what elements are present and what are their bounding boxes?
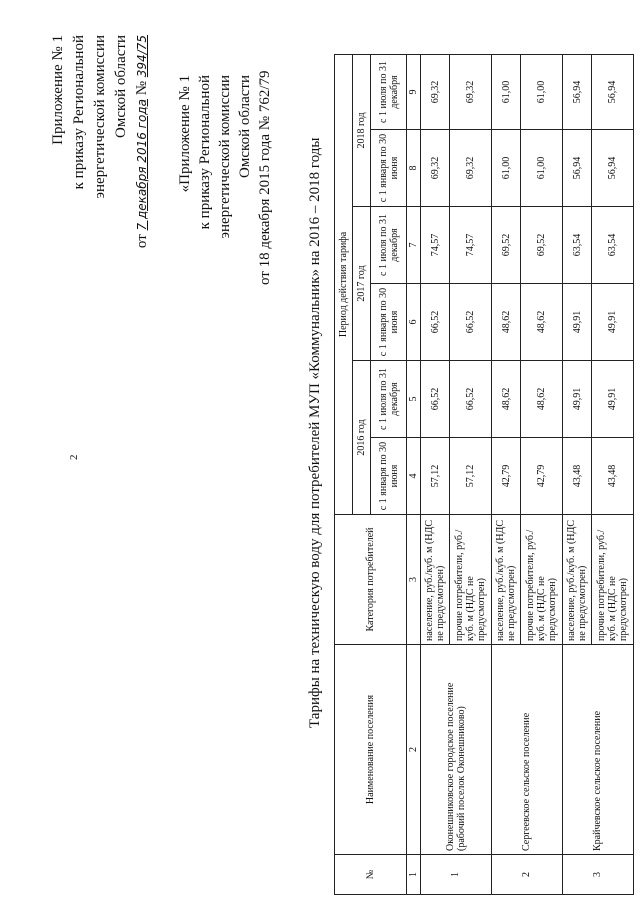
tariff-value: 48,62 bbox=[491, 361, 520, 438]
tariff-table bbox=[334, 54, 634, 895]
header-year-2017: 2017 год bbox=[353, 207, 371, 361]
column-number: 5 bbox=[407, 361, 421, 438]
header-half-1: с 1 января по 30 июня bbox=[371, 130, 407, 207]
tariff-value: 49,91 bbox=[592, 361, 634, 438]
tariff-value: 57,12 bbox=[421, 438, 450, 515]
header-date-line bbox=[132, 35, 153, 275]
header-line: к приказу Региональной bbox=[197, 75, 213, 230]
tariff-value: 69,32 bbox=[450, 54, 492, 129]
header-line: «Приложение № 1 bbox=[177, 75, 193, 193]
consumer-category: прочие потребители, руб./куб. м (НДС не предусмотрен) bbox=[521, 515, 563, 645]
consumer-category: население, руб./куб. м (НДС не предусмотрен) bbox=[562, 515, 591, 645]
tariff-value: 66,52 bbox=[450, 284, 492, 361]
tariff-value: 66,52 bbox=[421, 284, 450, 361]
tariff-value: 74,57 bbox=[450, 207, 492, 284]
tariff-value: 63,54 bbox=[562, 207, 591, 284]
tariff-value: 66,52 bbox=[450, 361, 492, 438]
tariff-value: 48,62 bbox=[521, 361, 563, 438]
tariff-value: 56,94 bbox=[562, 54, 591, 129]
tariff-value: 49,91 bbox=[562, 361, 591, 438]
handwritten-number: 394/75 bbox=[135, 35, 149, 78]
number-prefix: № bbox=[134, 80, 150, 96]
tariff-value: 66,52 bbox=[421, 361, 450, 438]
header-line: энергетической комиссии bbox=[92, 35, 108, 199]
column-number: 7 bbox=[407, 207, 421, 284]
appendix-header-current bbox=[48, 35, 153, 275]
tariff-value: 42,79 bbox=[521, 438, 563, 515]
header-year-2016: 2016 год bbox=[353, 361, 371, 515]
row-number: 3 bbox=[562, 855, 633, 895]
tariff-value: 61,00 bbox=[491, 54, 520, 129]
row-number: 2 bbox=[491, 855, 562, 895]
column-number: 3 bbox=[407, 515, 421, 645]
table-row bbox=[562, 54, 591, 894]
header-line: энергетической комиссии bbox=[217, 75, 233, 239]
tariff-value: 57,12 bbox=[450, 438, 492, 515]
column-number: 8 bbox=[407, 130, 421, 207]
tariff-value: 63,54 bbox=[592, 207, 634, 284]
consumer-category: население, руб./куб. м (НДС не предусмотрен) bbox=[491, 515, 520, 645]
column-number: 6 bbox=[407, 284, 421, 361]
tariff-value: 69,32 bbox=[421, 54, 450, 129]
table-row bbox=[421, 54, 450, 894]
tariff-value: 69,32 bbox=[450, 130, 492, 207]
header-line: Приложение № 1 bbox=[50, 35, 66, 145]
tariff-value: 61,00 bbox=[521, 54, 563, 129]
header-category: Категория потребителей bbox=[335, 515, 407, 645]
header-half-2: с 1 июля по 31 декабря bbox=[371, 207, 407, 284]
header-line: от 18 декабря 2015 года № 762/79 bbox=[257, 70, 273, 285]
tariff-value: 43,48 bbox=[592, 438, 634, 515]
tariff-value: 69,52 bbox=[491, 207, 520, 284]
header-line: к приказу Региональной bbox=[71, 35, 87, 190]
consumer-category: прочие потребители, руб./куб. м (НДС не предусмотрен) bbox=[450, 515, 492, 645]
header-num: № bbox=[335, 855, 407, 895]
document-title: Тарифы на техническую воду для потребителей МУП «Коммунальник» на 2016 – 2018 годы bbox=[307, 137, 323, 728]
handwritten-date: 7 декабря 2016 года bbox=[135, 99, 149, 231]
consumer-category: население, руб./куб. м (НДС не предусмотрен) bbox=[421, 515, 450, 645]
tariff-value: 61,00 bbox=[521, 130, 563, 207]
appendix-header-previous bbox=[175, 70, 275, 285]
settlement-name: Оконешниковское городское поселение (рабочий поселок Оконешниково) bbox=[421, 645, 492, 855]
table-row bbox=[491, 54, 520, 894]
column-number: 9 bbox=[407, 54, 421, 129]
header-half-1: с 1 января по 30 июня bbox=[371, 438, 407, 515]
header-line: Омской области bbox=[237, 75, 253, 178]
tariff-value: 56,94 bbox=[592, 54, 634, 129]
tariff-value: 42,79 bbox=[491, 438, 520, 515]
header-settlement: Наименование поселения bbox=[335, 645, 407, 855]
tariff-value: 43,48 bbox=[562, 438, 591, 515]
column-number: 4 bbox=[407, 438, 421, 515]
tariff-value: 49,91 bbox=[592, 284, 634, 361]
row-number: 1 bbox=[421, 855, 492, 895]
tariff-table-wrapper bbox=[334, 55, 634, 895]
column-number: 2 bbox=[407, 645, 421, 855]
tariff-value: 69,32 bbox=[421, 130, 450, 207]
header-half-2: с 1 июля по 31 декабря bbox=[371, 361, 407, 438]
date-prefix: от bbox=[134, 234, 150, 249]
header-half-2: с 1 июля по 31 декабря bbox=[371, 54, 407, 129]
header-line: Омской области bbox=[113, 35, 129, 138]
tariff-value: 56,94 bbox=[592, 130, 634, 207]
tariff-value: 49,91 bbox=[562, 284, 591, 361]
consumer-category: прочие потребители, руб./куб. м (НДС не предусмотрен) bbox=[592, 515, 634, 645]
tariff-value: 69,52 bbox=[521, 207, 563, 284]
header-period: Период действия тарифа bbox=[335, 54, 353, 514]
header-year-2018: 2018 год bbox=[353, 54, 371, 206]
tariff-value: 56,94 bbox=[562, 130, 591, 207]
settlement-name: Крайчевское сельское поселение bbox=[562, 645, 633, 855]
tariff-value: 48,62 bbox=[521, 284, 563, 361]
tariff-value: 74,57 bbox=[421, 207, 450, 284]
settlement-name: Сергеевское сельское поселение bbox=[491, 645, 562, 855]
header-half-1: с 1 января по 30 июня bbox=[371, 284, 407, 361]
tariff-value: 61,00 bbox=[491, 130, 520, 207]
column-number: 1 bbox=[407, 855, 421, 895]
tariff-value: 48,62 bbox=[491, 284, 520, 361]
page-number: 2 bbox=[68, 454, 80, 460]
